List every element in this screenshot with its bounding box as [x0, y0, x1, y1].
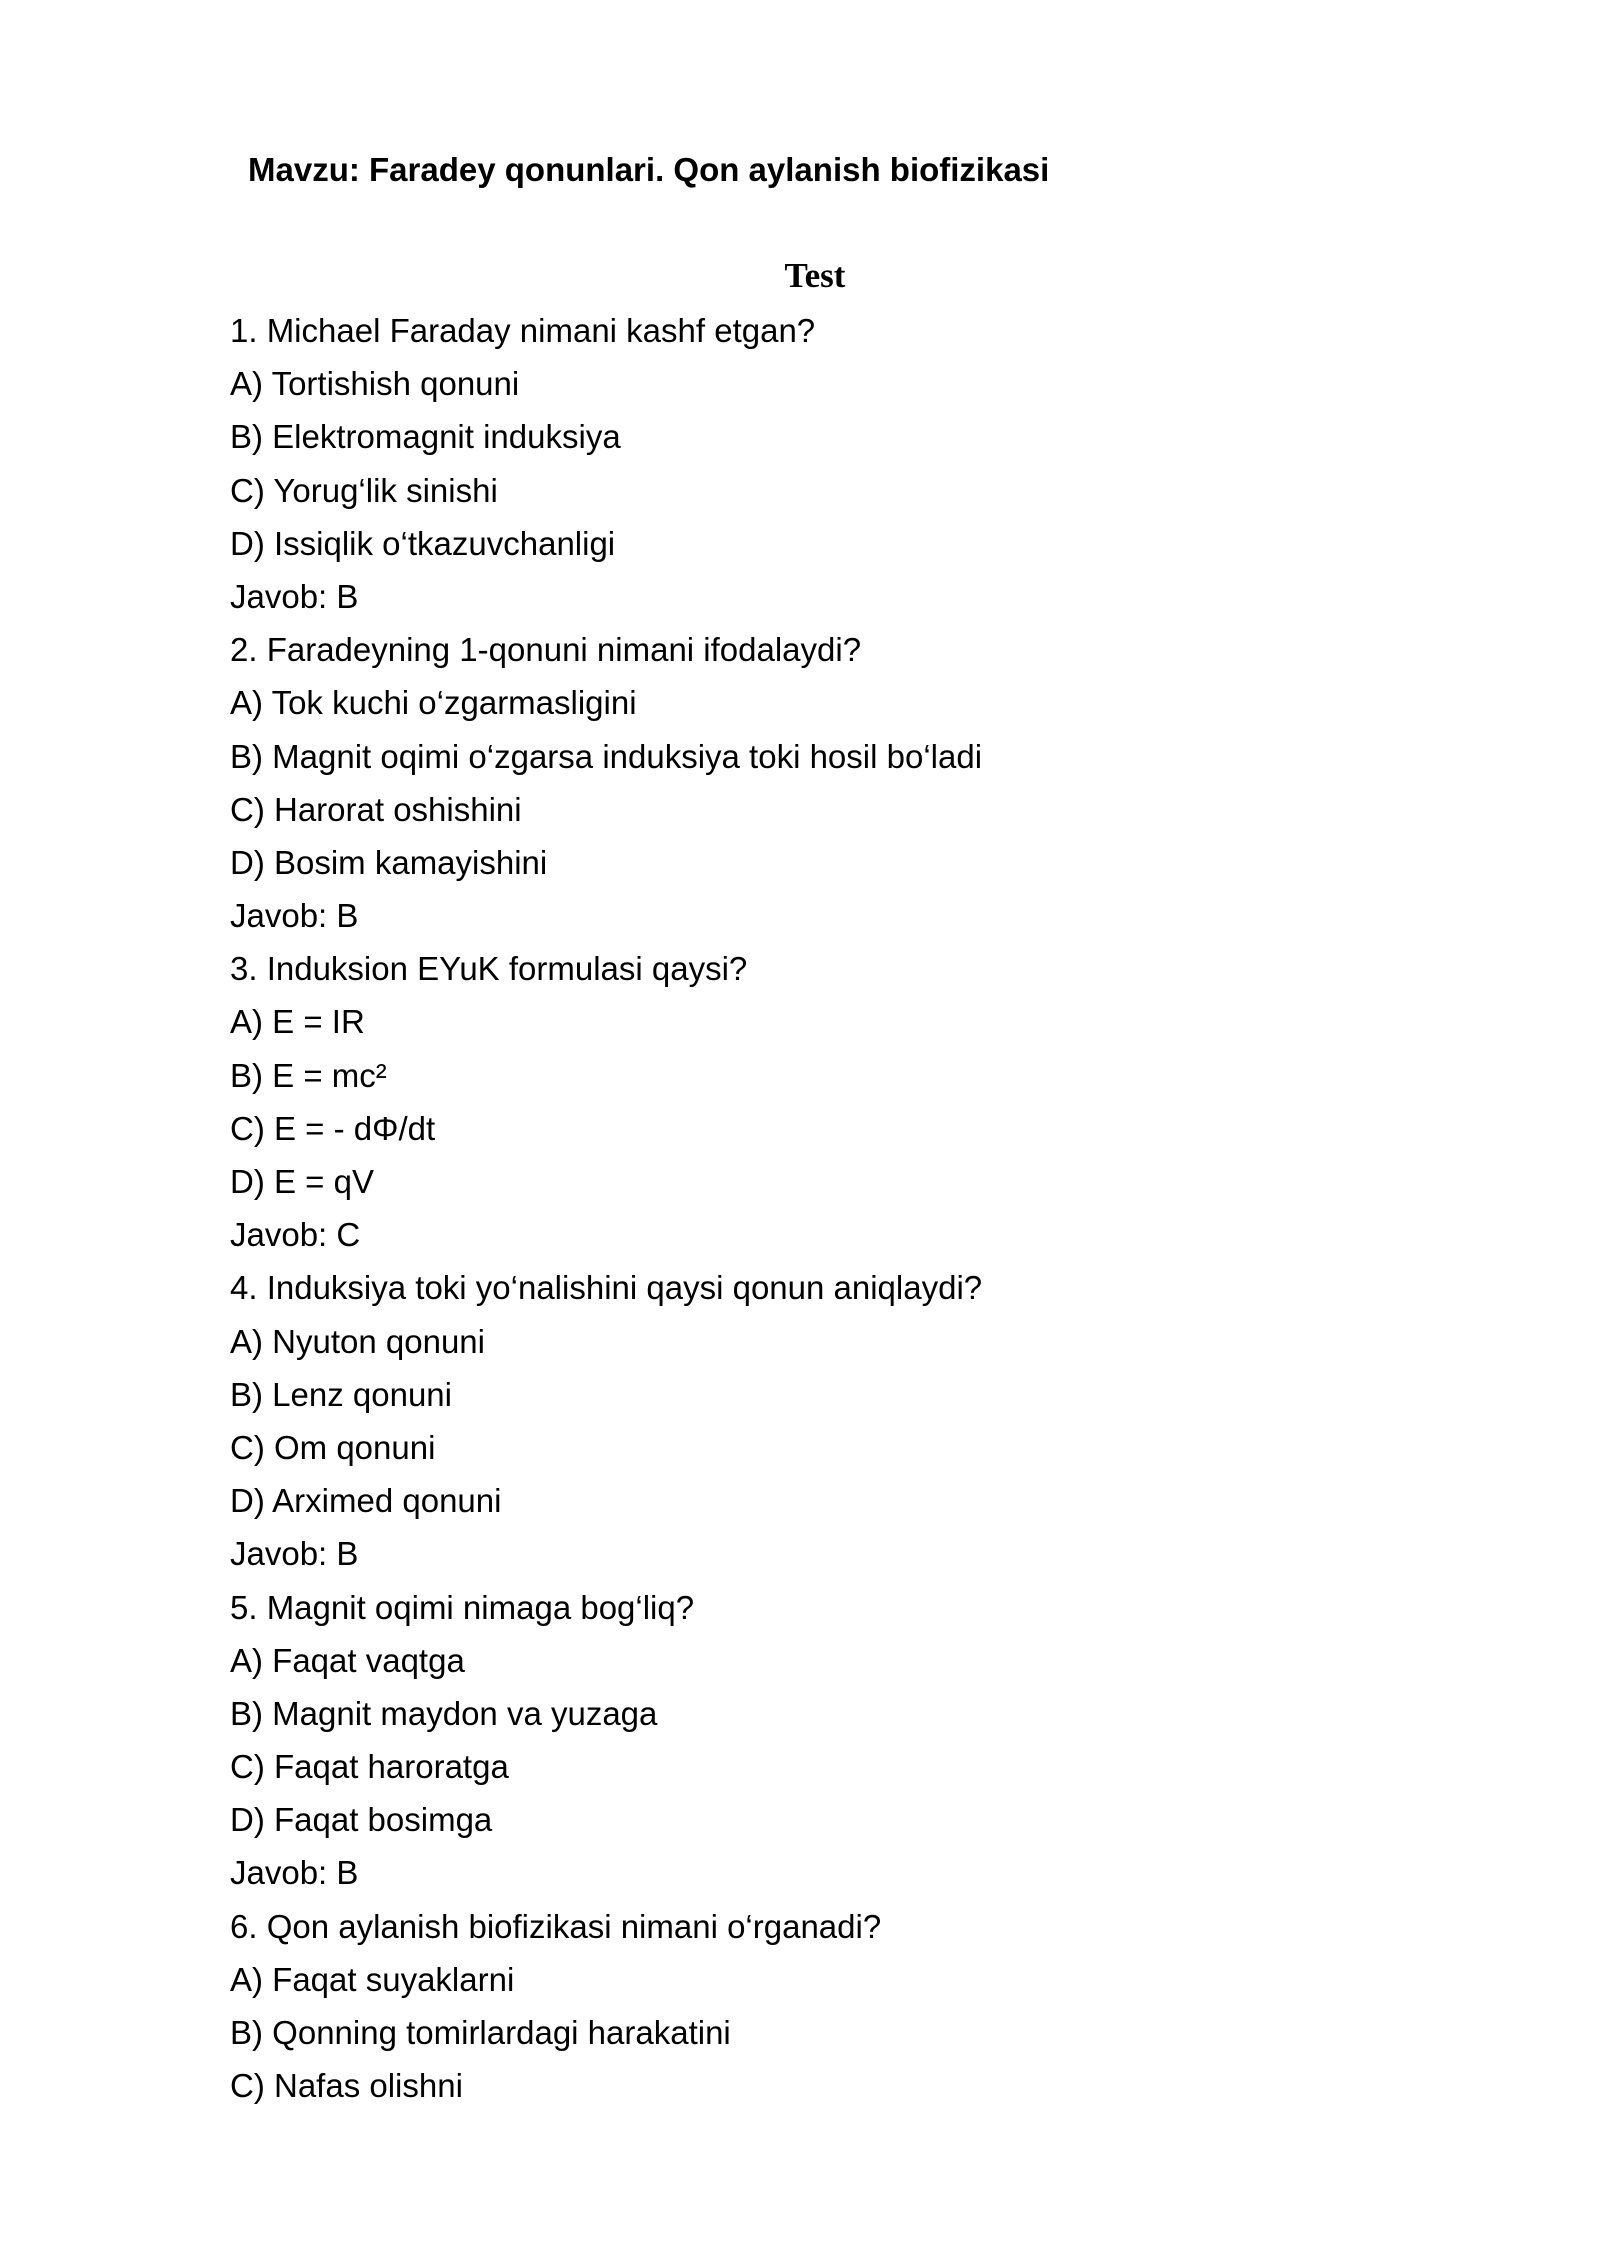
answer-option: B) Magnit maydon va yuzaga: [230, 1694, 658, 1732]
answer-option: C) Yorug‘lik sinishi: [230, 471, 498, 509]
answer-option: C) E = - dΦ/dt: [230, 1109, 436, 1147]
answer-option: B) Magnit oqimi o‘zgarsa induksiya toki hosil bo‘ladi: [230, 737, 983, 775]
answer-option: C) Faqat haroratga: [230, 1748, 509, 1786]
answer-option: C) Harorat oshishini: [230, 790, 522, 828]
answer-key: Javob: B: [230, 1854, 359, 1892]
answer-key: Javob: B: [230, 577, 359, 615]
question-line: 3. Induksion EYuK formulasi qaysi?: [230, 950, 748, 988]
question-line: 5. Magnit oqimi nimaga bog‘liq?: [230, 1588, 695, 1626]
answer-option: A) Tok kuchi o‘zgarmasligini: [230, 684, 637, 722]
answer-option: A) Faqat suyaklarni: [230, 1960, 515, 1998]
answer-option: A) Nyuton qonuni: [230, 1322, 485, 1360]
answer-option: D) Faqat bosimga: [230, 1801, 493, 1839]
answer-key: Javob: B: [230, 897, 359, 935]
question-line: 1. Michael Faraday nimani kashf etgan?: [230, 312, 816, 349]
question-list: [230, 304, 1430, 2112]
answer-option: D) E = qV: [230, 1163, 374, 1200]
question-line: 2. Faradeyning 1-qonuni nimani ifodalaydi?: [230, 631, 862, 669]
question-line: 4. Induksiya toki yo‘nalishini qaysi qonun aniqlaydi?: [230, 1269, 983, 1307]
question-line: 6. Qon aylanish biofizikasi nimani o‘rganadi?: [230, 1907, 882, 1945]
answer-option: D) Issiqlik o‘tkazuvchanligi: [230, 524, 616, 562]
answer-key: Javob: C: [230, 1216, 361, 1254]
answer-option: A) Tortishish qonuni: [230, 365, 520, 403]
answer-option: A) Faqat vaqtga: [230, 1641, 465, 1679]
answer-option: C) Nafas olishni: [230, 2067, 463, 2105]
answer-option: B) Elektromagnit induksiya: [230, 418, 621, 456]
test-heading: Test: [784, 256, 846, 295]
answer-option: B) E = mc²: [230, 1056, 387, 1094]
answer-option: B) Qonning tomirlardagi harakatini: [230, 2014, 731, 2051]
answer-option: D) Bosim kamayishini: [230, 843, 548, 881]
answer-option: C) Om qonuni: [230, 1428, 436, 1466]
answer-option: D) Arximed qonuni: [230, 1482, 502, 1520]
answer-option: B) Lenz qonuni: [230, 1375, 452, 1413]
page-title: Mavzu: Faradey qonunlari. Qon aylanish biofizikasi: [248, 151, 1050, 188]
answer-option: A) E = IR: [230, 1003, 365, 1041]
answer-key: Javob: B: [230, 1535, 359, 1573]
